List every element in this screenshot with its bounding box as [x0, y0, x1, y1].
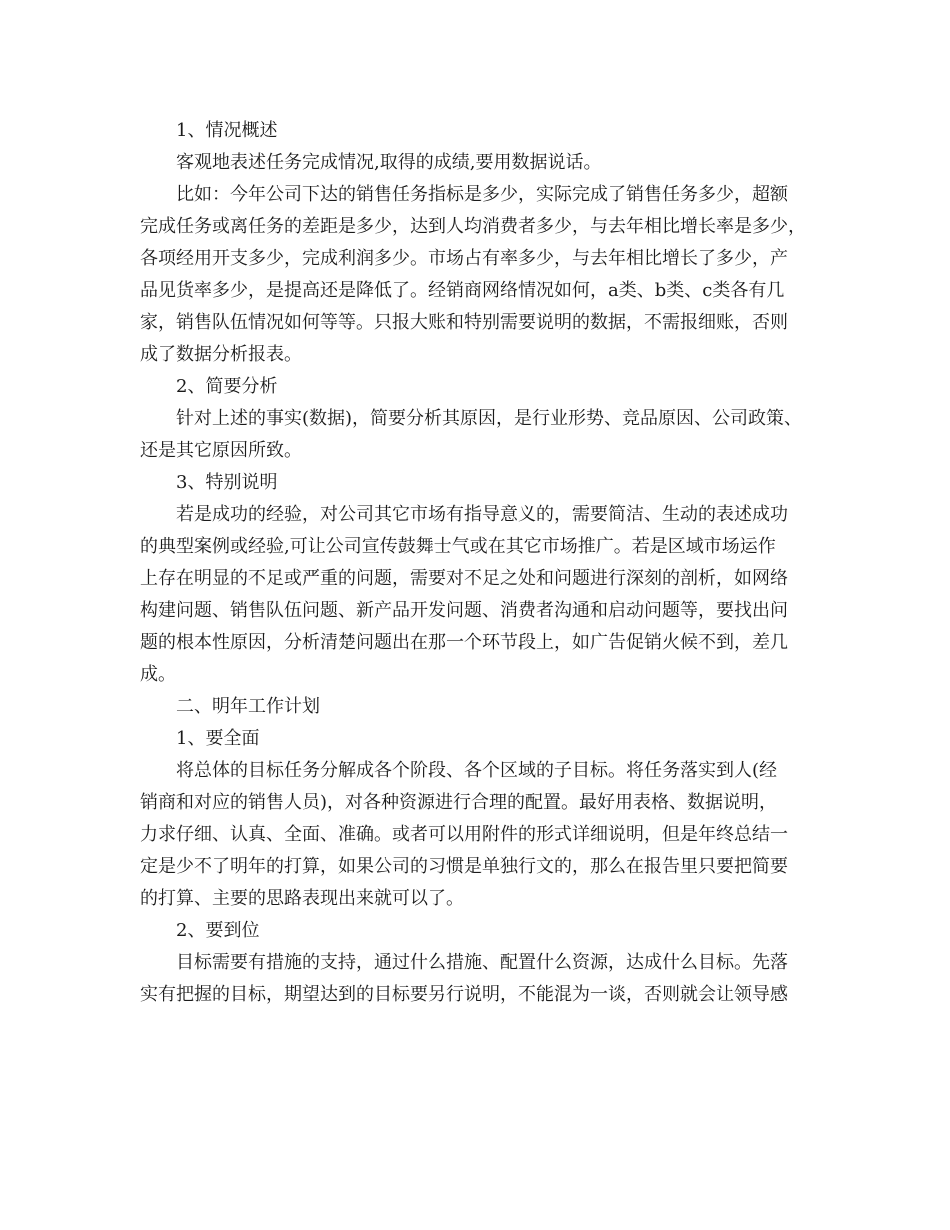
text-line: 1、要全面: [176, 728, 260, 749]
text-line: 实有把握的目标，期望达到的目标要另行说明，不能混为一谈，否则就会让领导感: [140, 984, 788, 1005]
text-line: 比如：今年公司下达的销售任务指标是多少，实际完成了销售任务多少，超额: [176, 184, 788, 205]
text-line: 针对上述的事实(数据)，简要分析其原因，是行业形势、竞品原因、公司政策、: [176, 408, 803, 429]
text-line: 的典型案例或经验,可让公司宣传鼓舞士气或在其它市场推广。若是区域市场运作: [140, 536, 776, 557]
text-line: 2、要到位: [176, 920, 260, 941]
text-line: 力求仔细、认真、全面、准确。或者可以用附件的形式详细说明，但是年终总结一: [140, 824, 788, 845]
text-line: 的打算、主要的思路表现出来就可以了。: [140, 888, 464, 909]
text-line: 客观地表述任务完成情况,取得的成绩,要用数据说话。: [176, 152, 602, 173]
document-page: [140, 115, 825, 1011]
paragraph-in-place: [140, 947, 825, 1011]
text-line: 2、简要分析: [176, 376, 278, 397]
text-line: 将总体的目标任务分解成各个阶段、各个区域的子目标。将任务落实到人(经: [176, 760, 778, 781]
text-line: 家，销售队伍情况如何等等。只报大账和特别需要说明的数据，不需报细账，否则: [140, 312, 788, 333]
heading-special-notes: [140, 467, 825, 499]
text-line: 上存在明显的不足或严重的问题，需要对不足之处和问题进行深刻的剖析，如网络: [140, 568, 788, 589]
heading-brief-analysis: [140, 371, 825, 403]
text-line: 二、明年工作计划: [176, 696, 320, 717]
text-line: 若是成功的经验，对公司其它市场有指导意义的，需要简洁、生动的表述成功: [176, 504, 788, 525]
text-line: 品见货率多少，是提高还是降低了。经销商网络情况如何，a类、b类、c类各有几: [140, 280, 785, 301]
paragraph-comprehensive: [140, 755, 825, 915]
text-line: 销商和对应的销售人员)，对各种资源进行合理的配置。最好用表格、数据说明，: [140, 792, 778, 813]
paragraph-objective-statement: [140, 147, 825, 179]
text-line: 还是其它原因所致。: [140, 440, 302, 461]
text-line: 定是少不了明年的打算，如果公司的习惯是单独行文的，那么在报告里只要把简要: [140, 856, 788, 877]
paragraph-special-notes: [140, 499, 825, 691]
text-line: 目标需要有措施的支持，通过什么措施、配置什么资源，达成什么目标。先落: [176, 952, 788, 973]
text-line: 3、特别说明: [176, 472, 278, 493]
text-line: 构建问题、销售队伍问题、新产品开发问题、消费者沟通和启动问题等，要找出问: [140, 600, 788, 621]
text-line: 1、情况概述: [176, 120, 278, 141]
text-line: 完成任务或离任务的差距是多少，达到人均消费者多少，与去年相比增长率是多少，: [140, 216, 806, 237]
heading-in-place: [140, 915, 825, 947]
paragraph-analysis: [140, 403, 825, 467]
paragraph-example: [140, 179, 825, 371]
heading-situation-overview: [140, 115, 825, 147]
text-line: 成。: [140, 664, 176, 685]
heading-next-year-plan: [140, 691, 825, 723]
text-line: 题的根本性原因，分析清楚问题出在那一个环节段上，如广告促销火候不到，差几: [140, 632, 788, 653]
text-line: 成了数据分析报表。: [140, 344, 302, 365]
text-line: 各项经用开支多少，完成利润多少。市场占有率多少，与去年相比增长了多少，产: [140, 248, 788, 269]
heading-comprehensive: [140, 723, 825, 755]
